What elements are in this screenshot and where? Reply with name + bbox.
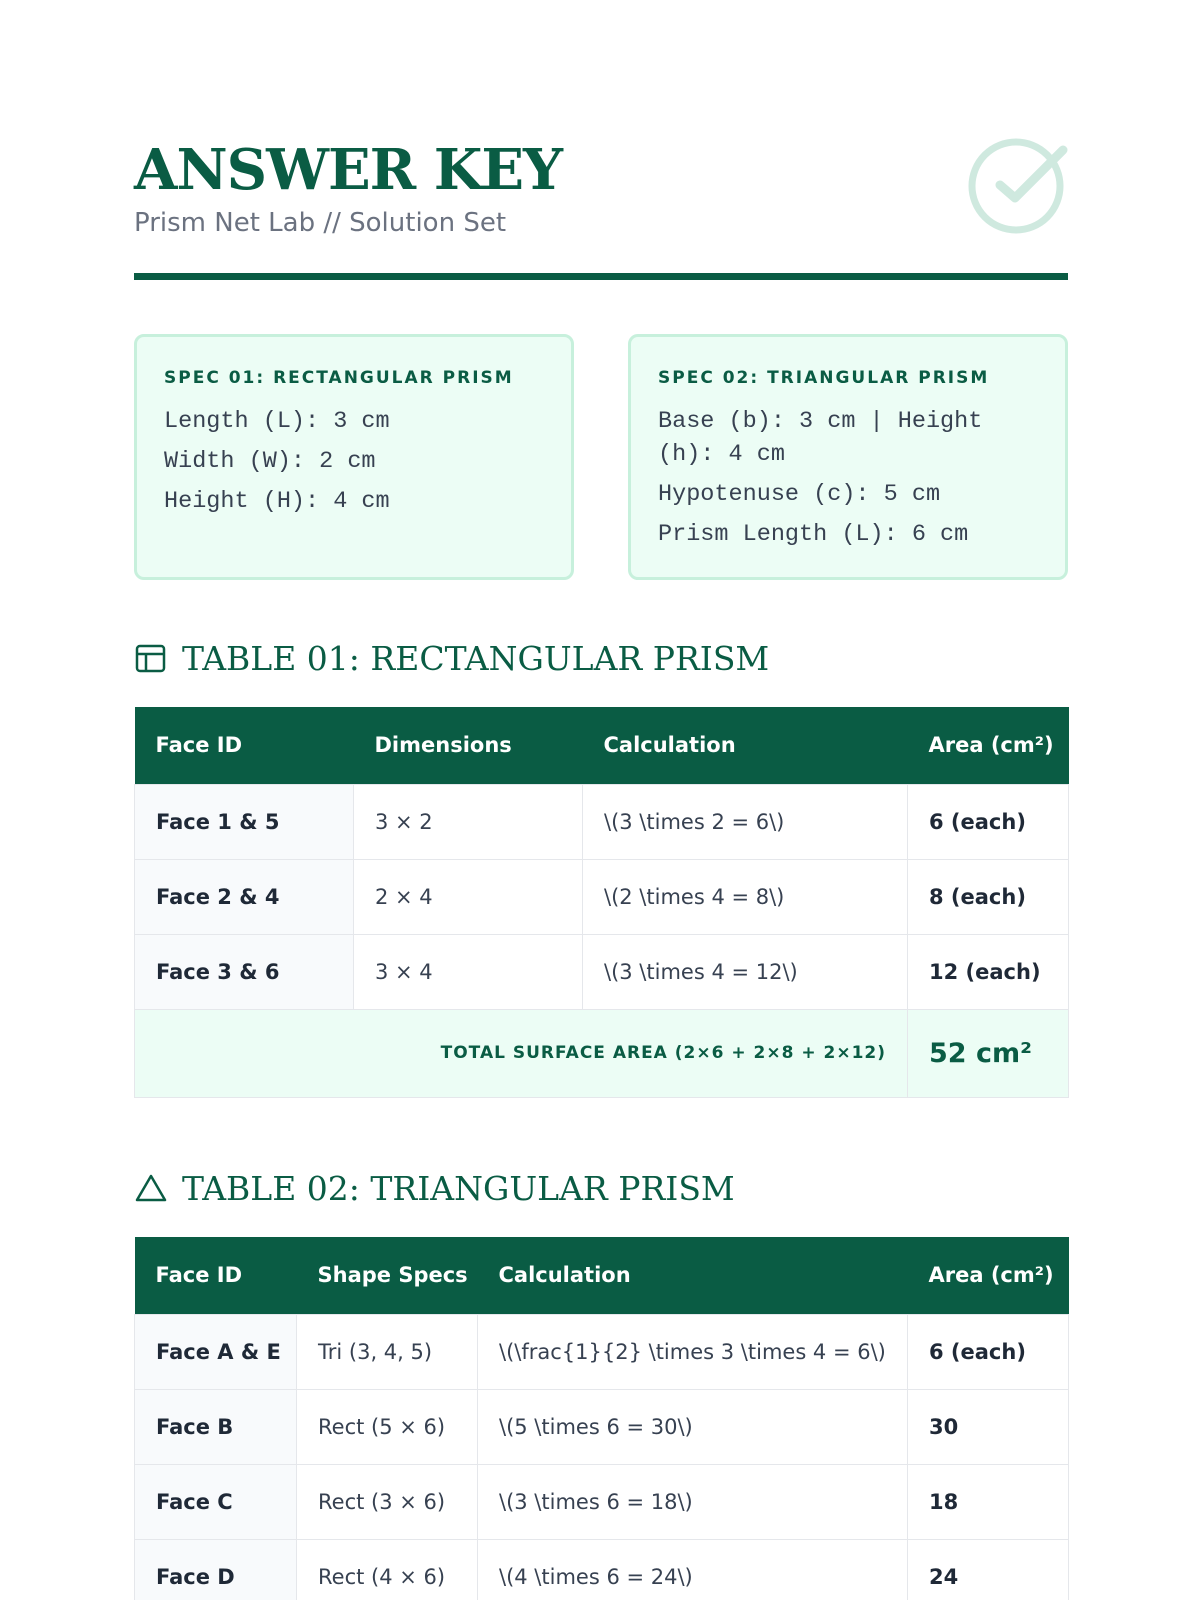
table-header-row [135, 707, 1069, 784]
table-icon [134, 641, 168, 675]
spec-line: Length (L): 3 cm [164, 408, 390, 435]
shape-specs-cell: Rect (4 × 6) [297, 1539, 478, 1600]
area-cell: 12 (each) [908, 934, 1069, 1009]
calculation-cell: \(4 \times 6 = 24\) [478, 1539, 908, 1600]
table-row [135, 1314, 1069, 1389]
calculation-cell: \(3 \times 4 = 12\) [583, 934, 908, 1009]
spec-line: Hypotenuse (c): 5 cm [658, 481, 941, 508]
col-header: Shape Specs [297, 1237, 478, 1314]
col-header: Area (cm²) [908, 707, 1069, 784]
area-cell: 6 (each) [908, 1314, 1069, 1389]
col-header: Calculation [583, 707, 908, 784]
calculation-cell: \(3 \times 6 = 18\) [478, 1464, 908, 1539]
col-header: Face ID [135, 1237, 297, 1314]
face-id-cell: Face B [135, 1389, 297, 1464]
spec-line: Width (W): 2 cm [164, 448, 376, 475]
total-label: TOTAL SURFACE AREA (2×6 + 2×8 + 2×12) [135, 1009, 908, 1097]
col-header: Area (cm²) [908, 1237, 1069, 1314]
spec-card-triangular [628, 334, 1068, 580]
rectangular-prism-table [134, 707, 1069, 1098]
col-header: Face ID [135, 707, 354, 784]
table-header-row [135, 1237, 1069, 1314]
total-row [135, 1009, 1069, 1097]
area-cell: 18 [908, 1464, 1069, 1539]
spec-card-rectangular [134, 334, 574, 580]
face-id-cell: Face C [135, 1464, 297, 1539]
dimensions-cell: 3 × 2 [354, 784, 583, 859]
shape-specs-cell: Tri (3, 4, 5) [297, 1314, 478, 1389]
face-id-cell: Face 2 & 4 [135, 859, 354, 934]
spec-line: Base (b): 3 cm | Height (h): 4 cm [658, 408, 983, 468]
triangular-prism-table [134, 1237, 1069, 1600]
check-circle-icon [968, 138, 1068, 238]
spec-line: Prism Length (L): 6 cm [658, 521, 969, 548]
table-row [135, 934, 1069, 1009]
page-subtitle: Prism Net Lab // Solution Set [134, 208, 507, 238]
page-title: ANSWER KEY [134, 137, 563, 203]
spec-line: Height (H): 4 cm [164, 488, 390, 515]
dimensions-cell: 3 × 4 [354, 934, 583, 1009]
table-row [135, 859, 1069, 934]
header-divider [134, 273, 1068, 280]
face-id-cell: Face 1 & 5 [135, 784, 354, 859]
table-row [135, 1539, 1069, 1600]
table-row [135, 1464, 1069, 1539]
area-cell: 30 [908, 1389, 1069, 1464]
table1-title: TABLE 01: RECTANGULAR PRISM [182, 638, 770, 678]
face-id-cell: Face A & E [135, 1314, 297, 1389]
face-id-cell: Face 3 & 6 [135, 934, 354, 1009]
calculation-cell: \(3 \times 2 = 6\) [583, 784, 908, 859]
table2-title: TABLE 02: TRIANGULAR PRISM [182, 1168, 735, 1208]
spec-heading: SPEC 01: RECTANGULAR PRISM [164, 368, 514, 388]
calculation-cell: \(\frac{1}{2} \times 3 \times 4 = 6\) [478, 1314, 908, 1389]
total-value: 52 cm² [908, 1009, 1069, 1097]
page-header [134, 138, 1068, 283]
calculation-cell: \(5 \times 6 = 30\) [478, 1389, 908, 1464]
area-cell: 24 [908, 1539, 1069, 1600]
table-row [135, 1389, 1069, 1464]
shape-specs-cell: Rect (5 × 6) [297, 1389, 478, 1464]
triangle-icon [134, 1171, 168, 1205]
dimensions-cell: 2 × 4 [354, 859, 583, 934]
table2-heading [134, 1166, 735, 1210]
area-cell: 6 (each) [908, 784, 1069, 859]
face-id-cell: Face D [135, 1539, 297, 1600]
area-cell: 8 (each) [908, 859, 1069, 934]
col-header: Calculation [478, 1237, 908, 1314]
spec-heading: SPEC 02: TRIANGULAR PRISM [658, 368, 990, 388]
table-row [135, 784, 1069, 859]
calculation-cell: \(2 \times 4 = 8\) [583, 859, 908, 934]
table1-heading [134, 636, 769, 680]
shape-specs-cell: Rect (3 × 6) [297, 1464, 478, 1539]
col-header: Dimensions [354, 707, 583, 784]
